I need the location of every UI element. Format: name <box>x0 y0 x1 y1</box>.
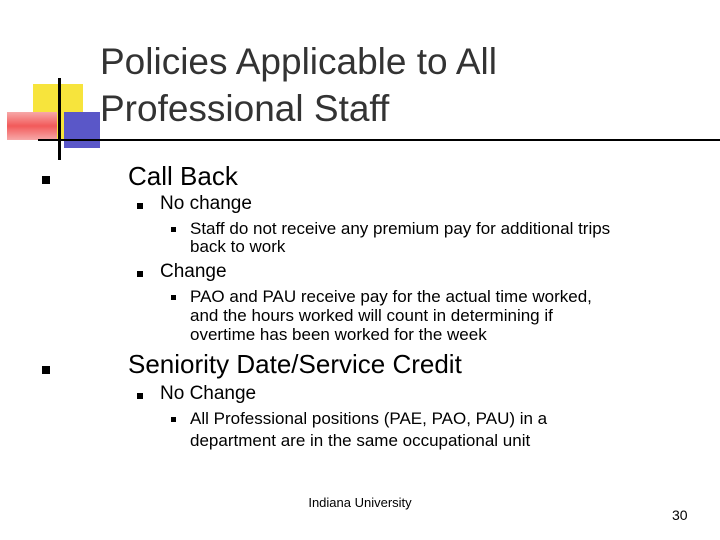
detail-line: Staff do not receive any premium pay for additional trips <box>190 219 611 238</box>
bullet-square-icon <box>171 417 176 422</box>
decor-red-bar <box>7 112 57 140</box>
list-item-label: No Change <box>160 383 257 404</box>
bullet-square-icon <box>42 366 50 374</box>
section-heading: Seniority Date/Service Credit <box>128 349 462 379</box>
page-number: 30 <box>672 507 688 523</box>
detail-line: overtime has been worked for the week <box>190 325 487 344</box>
detail-line: All Professional positions (PAE, PAO, PAU) in a <box>190 409 548 428</box>
title-line: Professional Staff <box>100 88 390 129</box>
detail-line: and the hours worked will count in determining if <box>190 306 553 325</box>
bullet-square-icon <box>42 176 50 184</box>
section-heading: Call Back <box>128 161 238 191</box>
bullet-square-icon <box>171 295 176 300</box>
detail-line: department are in the same occupational unit <box>190 431 531 450</box>
detail-line: PAO and PAU receive pay for the actual time worked, <box>190 287 592 306</box>
bullet-square-icon <box>137 393 143 399</box>
list-item-label: No change <box>160 193 252 214</box>
footer-text: Indiana University <box>308 495 412 510</box>
decor-blue-square <box>64 112 100 148</box>
bullet-square-icon <box>137 203 143 209</box>
slide-title <box>100 38 700 132</box>
bullet-square-icon <box>137 271 143 277</box>
detail-line: back to work <box>190 237 286 256</box>
decor-vertical-line <box>58 78 61 160</box>
title-line: Policies Applicable to All <box>100 41 497 82</box>
bullet-square-icon <box>171 227 176 232</box>
list-item-label: Change <box>160 261 227 282</box>
title-divider <box>38 139 720 141</box>
